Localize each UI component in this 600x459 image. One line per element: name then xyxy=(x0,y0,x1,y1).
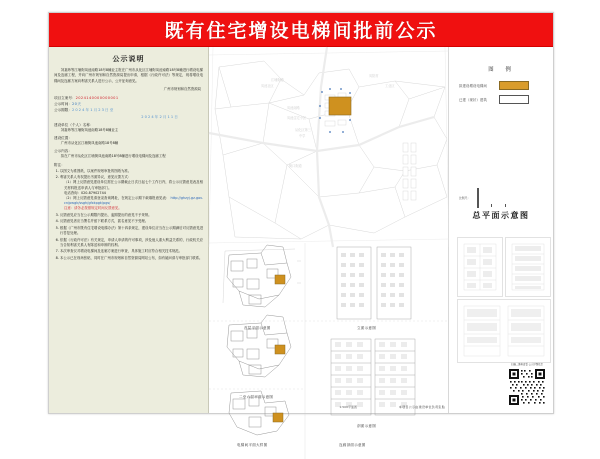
field-case-number-label: 项目立案号： xyxy=(54,95,76,100)
block-location-value: 广州市从化区江埔街凤池南路18号8幢 xyxy=(60,141,119,146)
block-applicant-value: 刘嘉炜等江埔街凤池南路18号8幢业主 xyxy=(60,127,119,132)
notice-website-link[interactable]: http://ghzyj.gz.gov.cn/pwgk/ssgh/gfxkpgk/pgs/ xyxy=(64,195,203,205)
note-sublist xyxy=(60,180,203,211)
note-item xyxy=(60,175,203,211)
elevator-shaft-plan-1 xyxy=(275,275,285,284)
site-location-map[interactable] xyxy=(209,47,448,243)
public-notice-poster xyxy=(48,12,554,447)
note-item: 1. 以图文为准图纸，以案件规划审批的图纸为准。 xyxy=(60,169,203,174)
field-period xyxy=(54,107,203,120)
qr-caption: 扫描二维码查看 公示详细信息 xyxy=(511,362,543,366)
legend-item-existing-label: 已建（现状）建筑 xyxy=(459,98,487,102)
site-map-svg xyxy=(209,47,449,247)
svg-text:凤院村: 凤院村 xyxy=(369,74,379,78)
drawing-label-section: 剖面示意图 xyxy=(357,424,376,428)
legend-swatch-proposed xyxy=(499,81,529,90)
field-period-label: 公示期限： xyxy=(54,108,72,113)
drawing-area xyxy=(209,47,449,447)
legend-item-proposed-label: 拟建设增设电梯间 xyxy=(459,84,487,88)
thumbnail-plan-a[interactable] xyxy=(457,237,503,297)
notice-panel xyxy=(49,47,209,413)
note-item: 3. 反馈意见应当在公示期限内提出，逾期提出的意见不予采纳。 xyxy=(60,213,203,218)
elevator-shaft-plan-3 xyxy=(273,413,283,422)
note-item: 7. 本次审查仅对增设电梯间及连廊方案进行审查，具体施工时应符合相关技术规范。 xyxy=(60,249,203,254)
note-text: 利害关系人有权提出书面异议，意见反馈方式： xyxy=(60,175,132,180)
poster-body xyxy=(49,47,553,447)
drawing-label-typical-floor: 二至六层平面示意图 xyxy=(239,395,274,399)
qr-code-svg xyxy=(507,367,547,407)
drawing-label-elevation: 立面示意图 xyxy=(357,326,376,330)
svg-text:中学: 中学 xyxy=(299,134,306,138)
legend-swatch-existing xyxy=(499,95,529,104)
qr-code[interactable] xyxy=(507,367,547,407)
drawing-label-elevator-detail: 电梯间平面大样图 xyxy=(237,443,268,447)
scale-bar xyxy=(459,187,541,207)
note-item: 4. 反馈意见者应当署名并留下联系方式，匿名意见不予受理。 xyxy=(60,219,203,224)
svg-text:凤池社区: 凤池社区 xyxy=(261,84,274,88)
drawing-label-corridor-section: 连廊剖面示意图 xyxy=(339,443,366,447)
elevator-shaft-plan-2 xyxy=(275,345,285,354)
field-period-value-2: 2024年2月11日 xyxy=(141,114,179,119)
notes-list xyxy=(54,169,203,261)
note-subitem-link: （2）网上反馈意见请登录查询网址，在规定公示期下载填报意见表： http://ghzyj.gz.gov.cn/pwgk/ssgh/gfxkpgk/pgs/ xyxy=(64,195,203,205)
field-duration-label: 公示时间： xyxy=(54,102,72,107)
drawings-svg xyxy=(209,243,449,459)
block-content-value: 拟在广州市从化区江埔街凤池南路18号8幢进行增设电梯间及连廊工程 xyxy=(60,154,166,159)
notice-signature: 广州市规划和自然资源局 xyxy=(163,86,201,91)
svg-text:江埔街道: 江埔街道 xyxy=(271,78,284,82)
block-location-label: 建设位置： xyxy=(54,136,72,141)
block-applicant xyxy=(54,123,203,133)
legend-title: 图 例 xyxy=(488,67,516,73)
scale-tick xyxy=(491,204,492,207)
architectural-drawings[interactable] xyxy=(209,243,448,447)
field-case-number-value: 2024140000000001 xyxy=(75,95,119,100)
thumbnail-plan-b-svg xyxy=(506,238,550,296)
scale-bar-graphic xyxy=(477,188,479,207)
legend-panel xyxy=(449,47,553,413)
footer-note: 本项目公示由建设单位负责张贴 xyxy=(398,405,445,409)
legend-item-proposed xyxy=(459,81,547,90)
svg-text:工业区: 工业区 xyxy=(385,84,395,88)
notice-warning: 注意：请务必按照规定时间反馈意见。 xyxy=(64,205,122,210)
svg-text:凤池南路: 凤池南路 xyxy=(287,106,300,110)
block-location xyxy=(54,136,203,146)
highlighted-building xyxy=(329,97,351,115)
notice-heading: 公示说明 xyxy=(112,55,145,63)
note-subitem-text: 网上反馈意见建设单位需在公示期截止日次日起七个工作日内，将公示反馈意见表及相关材料报送申请人与审批部门。 xyxy=(64,180,203,190)
svg-text:街口街道: 街口街道 xyxy=(289,164,302,168)
scale-bar-label: 比例尺： xyxy=(459,195,471,200)
page-title: 既有住宅增设电梯间批前公示 xyxy=(164,20,438,42)
legend-item-existing xyxy=(459,95,547,104)
note-item: 5. 根据《广州市既有住宅增设电梯办法》第十四条规定，建设单位应当在公示期满后对反馈意见进行答复处理。 xyxy=(60,226,203,236)
svg-text:从化区第三: 从化区第三 xyxy=(295,128,311,132)
footer-scale-note: 1:500平面图 xyxy=(339,405,357,409)
notes-heading: 附注： xyxy=(54,162,65,167)
block-applicant-label: 建设单位（个人）名称： xyxy=(54,122,94,127)
field-duration-value: 20天 xyxy=(71,102,82,107)
note-subitem: （1）网上反馈意见建设单位需在公示期截止日次日起七个工作日内，将公示反馈意见表及相关材料报送申请人与审批部门。 xyxy=(64,180,203,190)
thumbnail-detail[interactable] xyxy=(457,299,551,363)
block-content xyxy=(54,149,203,159)
scale-bar-ticks xyxy=(477,188,479,208)
thumbnail-plan-b[interactable] xyxy=(505,237,551,297)
drawing-label-first-floor: 首层平面示意图 xyxy=(244,326,271,330)
note-subitem-phone-text: 电话咨询：020-87902744 xyxy=(64,190,106,195)
note-item: 6. 依据《行政许可法》有关规定，申请人申请的许可事项，涉及他人重大利益关系的，行政机关应当告知利害关系人有陈述和申辩的权利。 xyxy=(60,238,203,248)
poster-title-bar xyxy=(49,13,553,47)
note-item: 8. 本公示已在现场张贴，同时在广州市规划和自然资源局网站公布，如有疑问请与审批部门联系。 xyxy=(60,256,203,261)
plan-caption: 总平面示意图 xyxy=(472,211,530,220)
block-content-label: 公示内容： xyxy=(54,149,72,154)
thumbnail-plan-a-svg xyxy=(458,238,502,296)
svg-text:凤池住宅小区: 凤池住宅小区 xyxy=(287,116,307,120)
thumbnail-detail-svg xyxy=(458,300,550,362)
field-period-value: 2024年1月23日至 xyxy=(71,108,115,113)
notice-paragraph: 刘嘉炜等江埔街凤池南路18号8幢业主报在广州市从化区江埔街凤池南路18号8幢进行增设电梯间及连廊工程，并向广州市规划和自然资源局提出申请，根据《行政许可法》等规定，现将增设电梯间及连廊方案向利害关系人进行公示，公开征询意见。 xyxy=(54,68,203,83)
scale-tick xyxy=(505,204,506,207)
